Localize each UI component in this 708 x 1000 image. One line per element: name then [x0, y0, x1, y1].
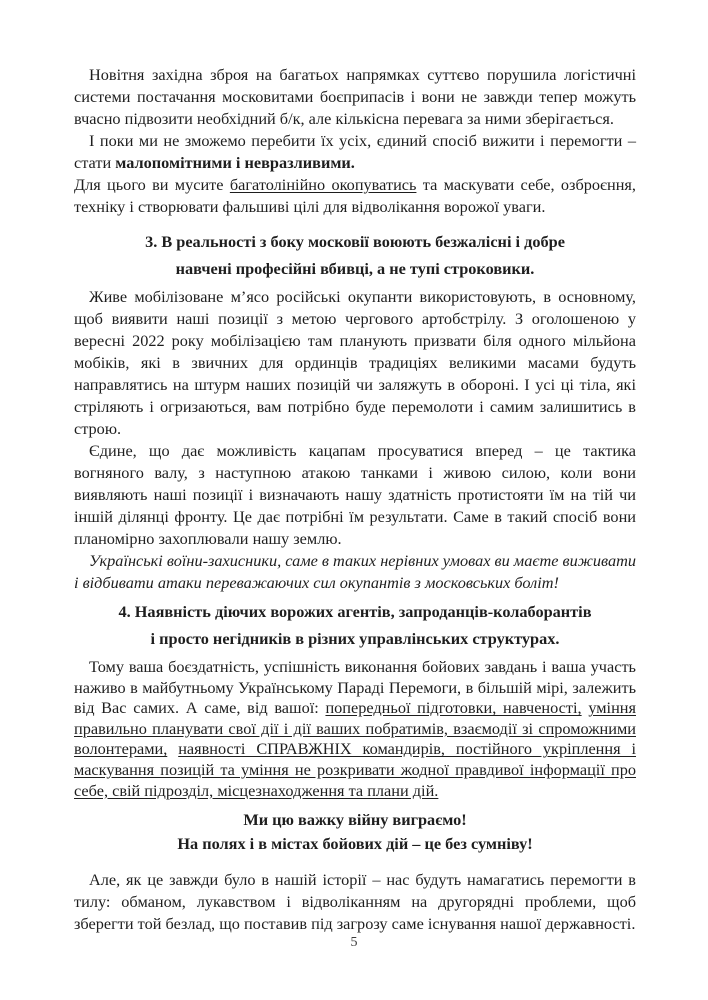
para-combat-readiness: Тому ваша боєздатність, успішність виконання бойових завдань і ваша участь наживо в майбутньому Українському Параді Перемоги, в більшій мірі, залежить від Вас самих. А саме, від вашої: попередньої підготовки, навченості, уміння правильно планувати свої дії і дії ваших побратимів, взаємодії зі спроможними волонтерами, наявності СПРАВЖНІХ командирів, постійного укріплення і маскування позицій та уміння не розкривати жодної правдивої інформації про себе, свій підрозділ, місцезнаходження та плани дій. — [74, 657, 637, 800]
para-rear-threats: Але, як це завжди було в нашій історії – нас будуть намагатись перемогти в тилу: обманом, лукавством і відволіканням на другорядні проблеми, щоб зберегти той безлад, що поставив під загрозу саме існування нашої державності. — [74, 870, 636, 934]
para-survive: І поки ми не зможемо перебити їх усіх, єдиний спосіб вижити і перемогти – стати малопомітними і невразливими. — [74, 131, 636, 172]
heading-section-4: 4. Наявність діючих ворожих агентів, запроданців-колаборантів і просто негідників в різних управлінських структурах. — [118, 602, 592, 648]
para-western-weapons: Новітня західна зброя на багатьох напрямках суттєво порушила логістичні системи постачання московитами боєприпасів і вони не завжди тепер можуть вчасно підвозити необхідний б/к, але кількісна перевага за ними зберігається. — [74, 65, 636, 128]
bold-text: малопомітними і невразливими. — [115, 153, 355, 172]
motto-line-1: Ми цю важку війну виграємо! — [243, 810, 467, 830]
underlined-text: уміння правильно планувати свої дії і дії ваших побратимів, взаємодії зі спроможними волонтерами, — [74, 698, 636, 759]
heading-section-3: 3. В реальності з боку московії воюють безжалісні і добре навчені професійні вбивці, а не тупі строковики. — [145, 232, 565, 278]
underlined-text: наявності СПРАВЖНІХ командирів, постійного укріплення і маскування позицій та уміння не розкривати жодної правдивої інформації про себе, свій підрозділ, місцезнаходження та плани дій. — [74, 739, 637, 800]
underlined-text: багатолінійно окопуватись — [229, 175, 417, 194]
document-content — [74, 64, 636, 935]
para-entrench: Для цього ви мусите багатолінійно окопуватись та маскувати себе, озброєння, техніку і створювати фальшиві цілі для відволікання ворожої уваги. — [74, 175, 636, 216]
underlined-text: попередньої підготовки, навченості, — [325, 698, 582, 718]
motto-line-2: На полях і в містах бойових дій – це без сумніву! — [177, 833, 533, 853]
para-mobilized-meat: Живе мобілізоване м’ясо російські окупанти використовують, в основному, щоб виявити наші позиції з метою чергового артобстрілу. З оголошеною у вересні 2022 року мобілізацією там планують призвати біля одного мільйона мобіків, які в звичних для ординців традиціях великими масами будуть направлятись на штурм наших позицій чи заляжуть в обороні. І усі ці тіла, які стріляють і огризаються, вам потрібно буде перемолоти і самим залишитись в строю. — [74, 287, 636, 438]
para-defenders-appeal: Українські воїни-захисники, саме в таких нерівних умовах ви маєте виживати і відбивати атаки переважаючих сил окупантів з московських боліт! — [74, 551, 636, 592]
para-fire-wall-tactic: Єдине, що дає можливість кацапам просуватися вперед – це тактика вогняного валу, з наступною атакою танками і живою силою, коли вони виявляють наші позиції і визначають нашу здатність протистояти їм на тій чи іншій ділянці фронту. Це дає потрібні їм результати. Саме в такий спосіб вони планомірно захоплювали нашу землю. — [74, 441, 636, 548]
page-number: 5 — [350, 935, 358, 950]
